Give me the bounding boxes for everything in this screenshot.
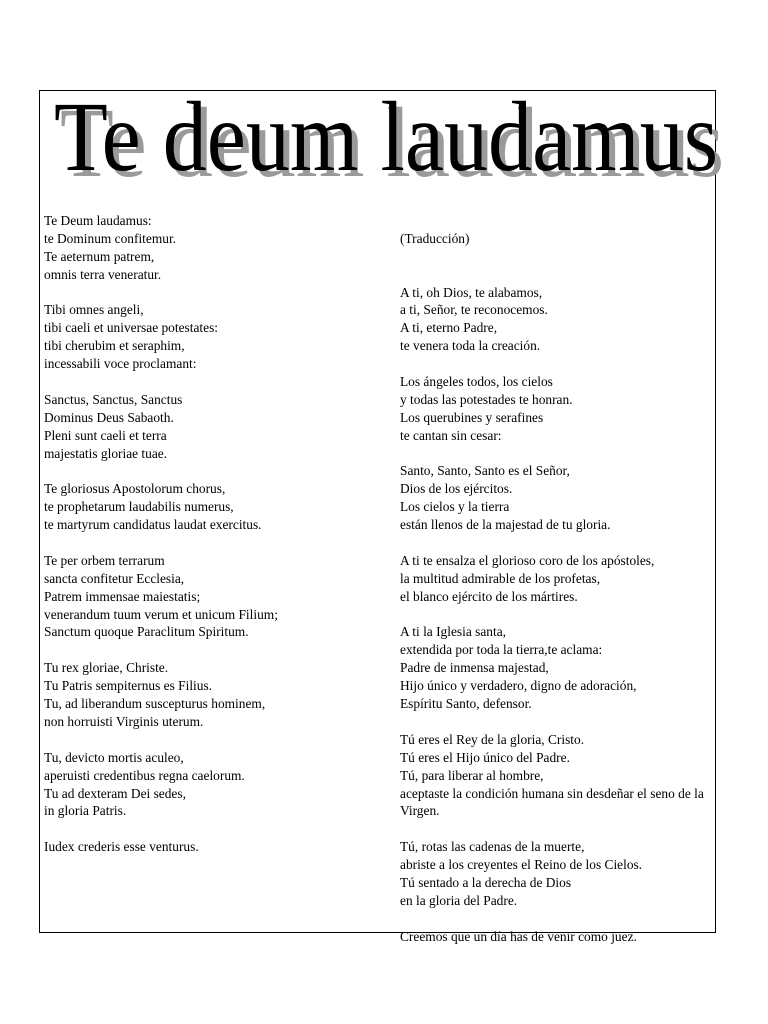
verse-line: Dios de los ejércitos. <box>400 481 513 497</box>
verse-line: Los cielos y la tierra <box>400 499 510 515</box>
verse-line: Tú eres el Rey de la gloria, Cristo. <box>400 731 585 747</box>
stanza <box>44 749 278 821</box>
verse-line: Tú, para liberar al hombre, <box>400 767 544 783</box>
verse-line: están llenos de la majestad de tu gloria. <box>400 517 611 533</box>
stanza <box>44 659 278 731</box>
verse-line: tibi caeli et universae potestates: <box>44 320 219 336</box>
verse-line: tibi cherubim et seraphim, <box>44 338 185 354</box>
verse-line: aceptaste la condición humana sin desdeñar el seno de la Virgen. <box>400 785 704 819</box>
stanza <box>44 301 278 373</box>
verse-line: a ti, Señor, te reconocemos. <box>400 302 548 318</box>
verse-line: Pleni sunt caeli et terra <box>44 427 167 443</box>
verse-line: extendida por toda la tierra,te aclama: <box>400 642 603 658</box>
verse-line: Espíritu Santo, defensor. <box>400 696 532 712</box>
page-title <box>52 84 732 188</box>
latin-text-column <box>44 212 278 874</box>
verse-line: Los querubines y serafines <box>400 409 544 425</box>
verse-line: Dominus Deus Sabaoth. <box>44 409 174 425</box>
verse-line: Patrem immensae maiestatis; <box>44 588 201 604</box>
verse-line: Tú eres el Hijo único del Padre. <box>400 749 570 765</box>
stanza <box>400 462 712 534</box>
verse-line: Santo, Santo, Santo es el Señor, <box>400 463 570 479</box>
stanza <box>400 928 712 946</box>
verse-line: en la gloria del Padre. <box>400 892 518 908</box>
verse-line: A ti, oh Dios, te alabamos, <box>400 284 543 300</box>
verse-line: Te Deum laudamus: <box>44 213 152 228</box>
stanza <box>44 552 278 641</box>
verse-line: Tu Patris sempiternus es Filius. <box>44 678 213 694</box>
verse-line: Padre de inmensa majestad, <box>400 660 549 676</box>
verse-line: Sanctus, Sanctus, Sanctus <box>44 391 183 407</box>
stanza <box>400 284 712 356</box>
verse-line: Tu, devicto mortis aculeo, <box>44 749 184 765</box>
verse-line: Te aeternum patrem, <box>44 248 155 264</box>
stanza <box>400 838 712 910</box>
verse-line: y todas las potestades te honran. <box>400 391 573 407</box>
spanish-text-column <box>400 194 712 981</box>
translation-heading: (Traducción) <box>400 230 470 246</box>
verse-line: Te gloriosus Apostolorum chorus, <box>44 481 226 497</box>
stanza <box>44 838 278 856</box>
verse-line: te venera toda la creación. <box>400 338 541 354</box>
verse-line: el blanco ejército de los mártires. <box>400 588 578 604</box>
verse-line: Tú, rotas las cadenas de la muerte, <box>400 839 585 855</box>
verse-line: abriste a los creyentes el Reino de los Cielos. <box>400 857 643 873</box>
verse-line: A ti la Iglesia santa, <box>400 624 506 640</box>
stanza <box>400 373 712 445</box>
spanish-stanzas <box>400 284 712 946</box>
verse-line: la multitud admirable de los profetas, <box>400 570 601 586</box>
verse-line: te cantan sin cesar: <box>400 427 502 443</box>
verse-line: A ti te ensalza el glorioso coro de los apóstoles, <box>400 552 655 568</box>
verse-line: Te per orbem terrarum <box>44 552 165 568</box>
verse-line: A ti, eterno Padre, <box>400 320 498 336</box>
verse-line: Iudex crederis esse venturus. <box>44 839 199 855</box>
verse-line: incessabili voce proclamant: <box>44 356 197 372</box>
stanza <box>400 623 712 712</box>
verse-line: Tibi omnes angeli, <box>44 302 144 318</box>
verse-line: Tu, ad liberandum suscepturus hominem, <box>44 696 266 712</box>
verse-line: Creemos que un día has de venir como juez. <box>400 928 637 944</box>
verse-line: te Dominum confitemur. <box>44 230 177 246</box>
verse-line: Los ángeles todos, los cielos <box>400 373 553 389</box>
verse-line: te prophetarum laudabilis numerus, <box>44 499 234 515</box>
verse-line: Hijo único y verdadero, digno de adoración, <box>400 678 637 694</box>
title-shadow: Te deum laudamus <box>60 87 724 188</box>
stanza <box>400 552 712 606</box>
stanza <box>44 480 278 534</box>
stanza <box>400 731 712 821</box>
verse-line: te martyrum candidatus laudat exercitus. <box>44 517 262 533</box>
verse-line: Tu rex gloriae, Christe. <box>44 660 169 676</box>
title-text: Te deum laudamus <box>54 84 718 188</box>
verse-line: majestatis gloriae tuae. <box>44 445 168 461</box>
verse-line: omnis terra veneratur. <box>44 266 162 282</box>
verse-line: sancta confitetur Ecclesia, <box>44 570 185 586</box>
verse-line: venerandum tuum verum et unicum Filium; <box>44 606 278 622</box>
verse-line: Tu ad dexteram Dei sedes, <box>44 785 186 801</box>
verse-line: Sanctum quoque Paraclitum Spiritum. <box>44 624 249 640</box>
verse-line: in gloria Patris. <box>44 803 127 819</box>
stanza <box>44 391 278 463</box>
verse-line: aperuisti credentibus regna caelorum. <box>44 767 245 783</box>
verse-line: Tú sentado a la derecha de Dios <box>400 875 572 891</box>
verse-line: non horruisti Virginis uterum. <box>44 713 204 729</box>
stanza <box>44 212 278 284</box>
